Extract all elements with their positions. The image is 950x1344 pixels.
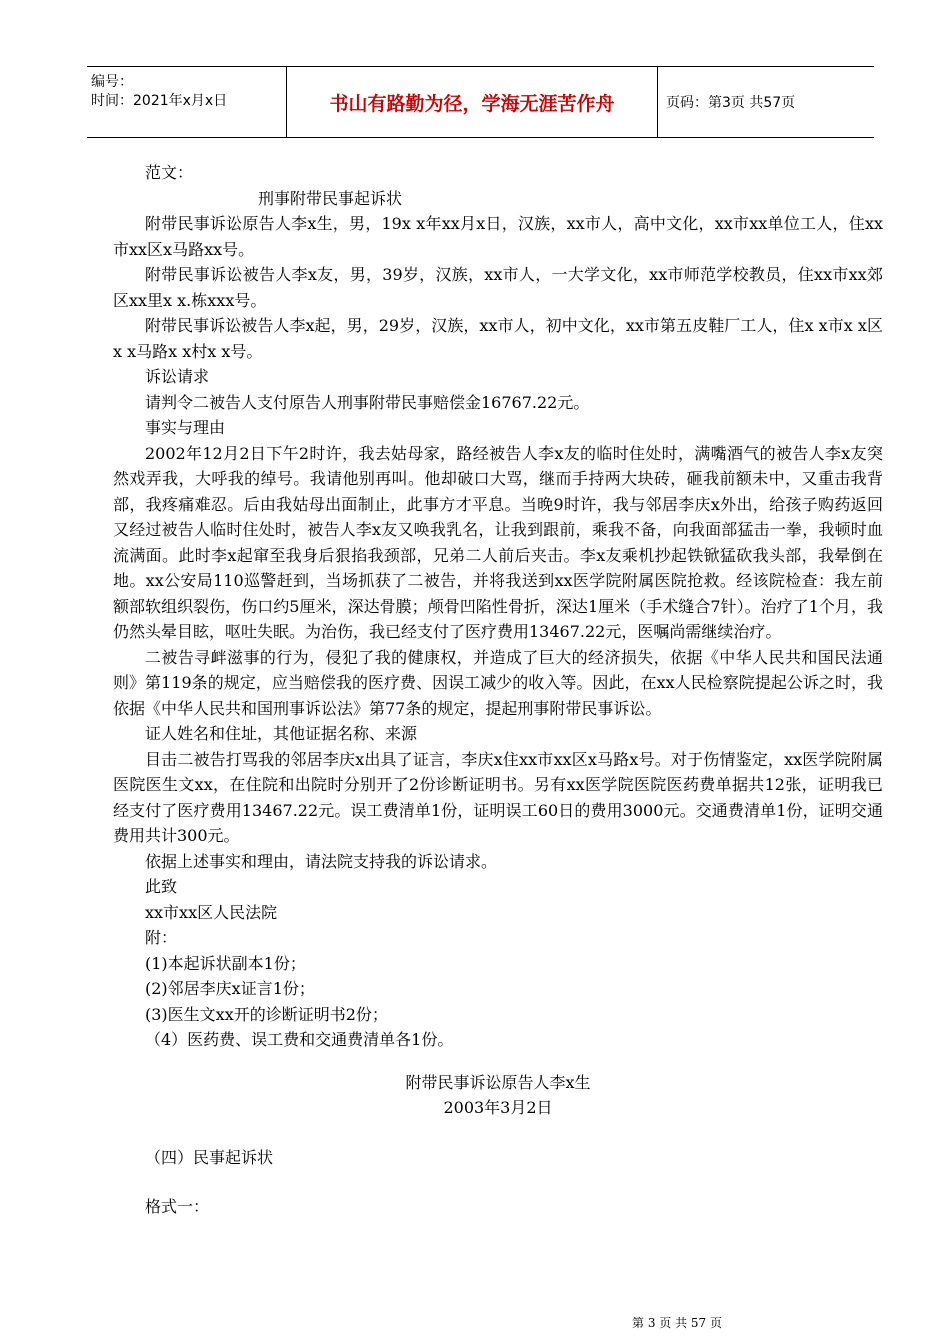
attachments-label: 附： <box>145 928 178 947</box>
date-line: 2003年3月2日 <box>443 1098 553 1117</box>
claims-text: 请判令二被告人支付原告人刑事附带民事赔偿金16767.22元。 <box>145 392 590 412</box>
plaintiff-paragraph: 附带民事诉讼原告人李x生，男，19x x年xx月x日，汉族，xx市人，高中文化，xx市xx单位工人，住xx市xx区x马路xx号。 <box>113 214 883 259</box>
header-motto: 书山有路勤为径，学海无涯苦作舟 <box>286 67 658 137</box>
signature-line: 附带民事诉讼原告人李x生 <box>405 1072 591 1092</box>
attachment-item: (1)本起诉状副本1份； <box>145 953 306 973</box>
facts-paragraph-1: 2002年12月2日下午2时许，我去姑母家，路经被告人李x友的临时住处时，满嘴酒气的被告人李x友突然戏弄我，大呼我的绰号。我请他别再叫。他却破口大骂，继而手持两大块砖，砸我前额未中，又重击我背部，我疼痛难忍。后由我姑母出面制止，此事方才平息。当晚9时许，我与邻居李庆x外出，给孩子购药返回又经过被告人临时住处时，被告人李x友又唤我乳名，让我到跟前，乘我不备，向我面部猛击一拳，我顿时血流满面。此时李x起窜至我身后狠掐我颈部，兄弟二人前后夹击。李x友乘机抄起铁锨猛砍我头部，我晕倒在地。xx公安局110巡警赶到，当场抓获了二被告，并将我送到xx医学院附属医院抢救。经该院检查：我左前额部软组织裂伤，伤口约5厘米，深达骨膜；颅骨凹陷性骨折，深达1厘米（手术缝合7针）。治疗了1个月，我仍然头晕目眩，呕吐失眠。为治伤，我已经支付了医疗费用13467.22元，医嘱尚需继续治疗。 <box>113 443 883 641</box>
header-time-label: 时间：2021年x月x日 <box>91 93 228 109</box>
attachment-item: (3)医生文xx开的诊断证明书2份； <box>145 1004 388 1024</box>
attachment-item: (2)邻居李庆x证言1份； <box>145 979 315 998</box>
header-meta <box>87 67 286 137</box>
format-label: 格式一： <box>145 1197 210 1216</box>
document-body <box>113 160 883 1220</box>
salute-line: 此致 <box>145 877 178 896</box>
facts-paragraph-2: 二被告寻衅滋事的行为，侵犯了我的健康权，并造成了巨大的经济损失，依据《中华人民共和国民法通则》第119条的规定，应当赔偿我的医疗费、因误工减少的收入等。因此，在xx人民检察院提起公诉之时，我依据《中华人民共和国刑事诉讼法》第77条的规定，提起刑事附带民事诉讼。 <box>113 647 883 718</box>
request-line: 依据上述事实和理由，请法院支持我的诉讼请求。 <box>145 851 498 871</box>
sample-label: 范文： <box>145 163 194 182</box>
evidence-text: 目击二被告打骂我的邻居李庆x出具了证言，李庆x住xx市xx区x马路x号。对于伤情鉴定，xx医学院附属医院医生文xx，在住院和出院时分别开了2份诊断证明书。另有xx医学院医院医药费单据共12张，证明我已经支付了医疗费用13467.22元。误工费清单1份，证明误工60日的费用3000元。交通费清单1份，证明交通费用共计300元。 <box>113 749 883 845</box>
court-line: xx市xx区人民法院 <box>145 902 278 922</box>
facts-heading: 事实与理由 <box>145 418 226 437</box>
evidence-heading: 证人姓名和住址，其他证据名称、来源 <box>145 724 418 743</box>
attachment-item: （4）医药费、误工费和交通费清单各1份。 <box>145 1030 454 1049</box>
document-title: 刑事附带民事起诉状 <box>258 188 403 208</box>
section-heading: （四）民事起诉状 <box>145 1147 274 1167</box>
page-footer: 第 3 页 共 57 页 <box>632 1316 722 1330</box>
defendant1-paragraph: 附带民事诉讼被告人李x友，男，39岁，汉族，xx市人，一大学文化，xx市师范学校教员，住xx市xx郊区xx里x x.栋xxx号。 <box>113 265 883 310</box>
header-page-label: 页码：第3页 共57页 <box>666 95 796 111</box>
defendant2-paragraph: 附带民事诉讼被告人李x起，男，29岁，汉族，xx市人，初中文化，xx市第五皮鞋厂工人，住x x市x x区x x马路x x村x x号。 <box>113 316 883 361</box>
header-number-label: 编号： <box>91 74 133 90</box>
claims-heading: 诉讼请求 <box>145 367 210 386</box>
page-header <box>87 66 874 138</box>
